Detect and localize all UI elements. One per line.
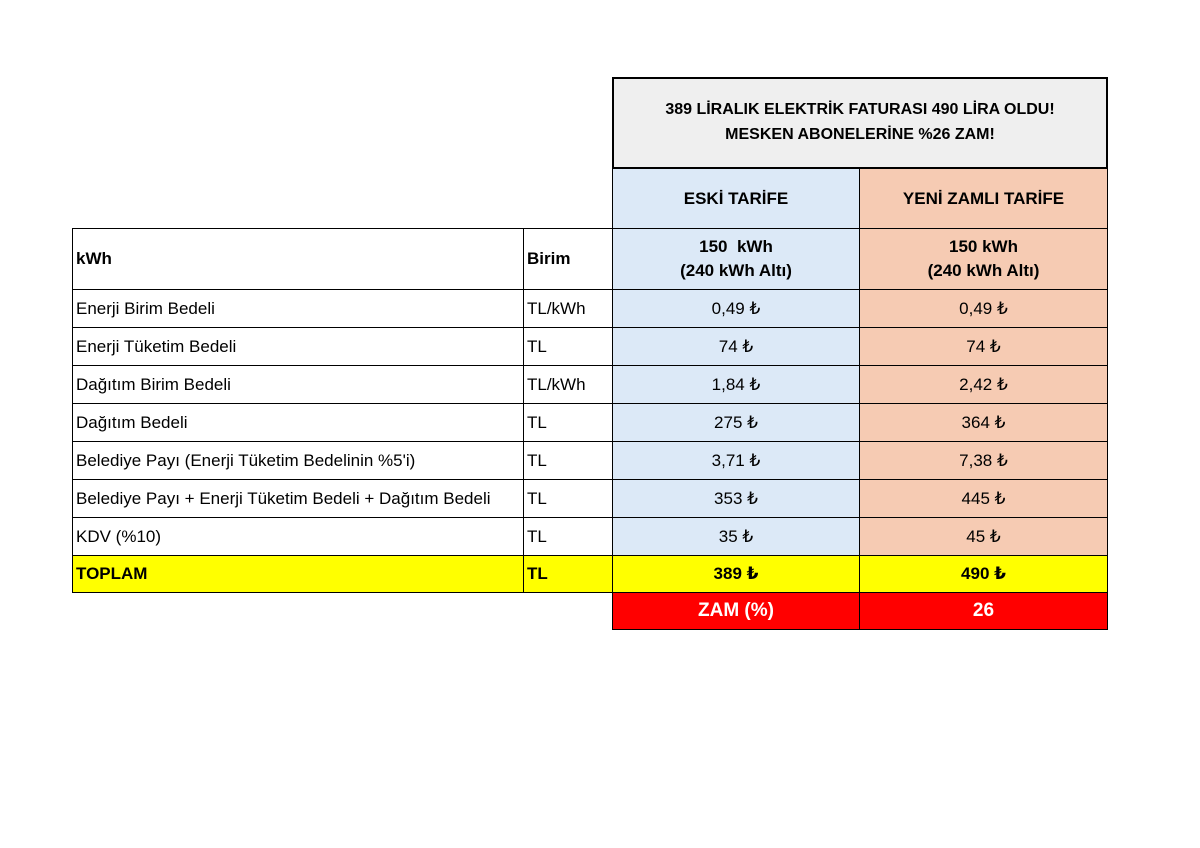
row-old-value: 74 ₺ (718, 336, 754, 356)
table-row-unit (523, 479, 613, 518)
row-unit: TL (527, 488, 547, 508)
table-row-unit (523, 327, 613, 366)
row-old-value: 1,84 ₺ (711, 374, 761, 394)
total-label-cell (72, 555, 524, 593)
column-header-old-tariff (612, 168, 860, 229)
header-new-line-1: 150 kWh (949, 237, 1018, 257)
table-row-new-value (859, 517, 1108, 556)
row-unit: TL (527, 450, 547, 470)
header-old-line-1: 150 kWh (699, 237, 773, 257)
total-old-cell (612, 555, 860, 593)
table-row-label (72, 289, 524, 328)
total-unit: TL (527, 564, 548, 584)
row-new-value: 445 ₺ (961, 488, 1006, 508)
table-title (612, 77, 1108, 169)
table-row-unit (523, 365, 613, 404)
column-header-new-tariff-label: YENİ ZAMLI TARİFE (902, 188, 1065, 208)
table-row-new-value (859, 479, 1108, 518)
table-row-label (72, 365, 524, 404)
row-old-value: 3,71 ₺ (711, 450, 761, 470)
row-new-value: 7,38 ₺ (959, 450, 1008, 470)
row-label: Enerji Birim Bedeli (76, 298, 215, 318)
total-new-cell (859, 555, 1108, 593)
table-row-new-value (859, 403, 1108, 442)
row-new-value: 2,42 ₺ (959, 374, 1008, 394)
title-line-2: MESKEN ABONELERİNE %26 ZAM! (725, 126, 995, 143)
row-new-value: 0,49 ₺ (959, 298, 1008, 318)
row-unit: TL (527, 336, 547, 356)
increase-label-cell (612, 592, 860, 630)
row-new-value: 45 ₺ (966, 526, 1001, 546)
row-new-value: 364 ₺ (961, 412, 1006, 432)
table-row-label (72, 403, 524, 442)
table-row-old-value (612, 441, 860, 480)
table-row-old-value (612, 365, 860, 404)
row-old-value: 35 ₺ (718, 526, 754, 546)
table-row-old-value (612, 289, 860, 328)
row-unit: TL/kWh (527, 298, 586, 318)
column-header-old-tariff-label: ESKİ TARİFE (683, 188, 789, 208)
total-unit-cell (523, 555, 613, 593)
table-row-label (72, 517, 524, 556)
column-header-new-tariff (859, 168, 1108, 229)
header-unit (523, 228, 613, 290)
table-row-unit (523, 289, 613, 328)
title-line-1: 389 LİRALIK ELEKTRİK FATURASI 490 LİRA OLDU! (665, 101, 1055, 119)
table-row-unit (523, 441, 613, 480)
row-label: Belediye Payı (Enerji Tüketim Bedelinin %5'i) (76, 450, 416, 470)
header-kwh-label: kWh (76, 249, 112, 269)
row-old-value: 275 ₺ (714, 412, 758, 432)
row-label: Dağıtım Bedeli (76, 412, 188, 432)
row-label: Belediye Payı + Enerji Tüketim Bedeli + Dağıtım Bedeli (76, 488, 491, 508)
increase-label: ZAM (%) (698, 599, 774, 621)
header-old-consumption (612, 228, 860, 290)
row-label: Enerji Tüketim Bedeli (76, 336, 237, 356)
total-old-value: 389 ₺ (713, 564, 759, 584)
total-label: TOPLAM (76, 564, 148, 584)
table-row-unit (523, 517, 613, 556)
row-unit: TL/kWh (527, 374, 586, 394)
row-unit: TL (527, 526, 547, 546)
table-row-label (72, 479, 524, 518)
table-row-old-value (612, 403, 860, 442)
header-kwh (72, 228, 524, 290)
table-row-new-value (859, 327, 1108, 366)
table-row-old-value (612, 327, 860, 366)
row-old-value: 353 ₺ (714, 488, 758, 508)
header-new-consumption (859, 228, 1108, 290)
row-new-value: 74 ₺ (966, 336, 1001, 356)
table-row-new-value (859, 365, 1108, 404)
increase-value: 26 (972, 599, 995, 621)
row-label: Dağıtım Birim Bedeli (76, 374, 231, 394)
row-unit: TL (527, 412, 547, 432)
table-row-new-value (859, 289, 1108, 328)
row-old-value: 0,49 ₺ (711, 298, 761, 318)
total-new-value: 490 ₺ (961, 564, 1006, 584)
row-label: KDV (%10) (76, 526, 162, 546)
header-old-line-2: (240 kWh Altı) (680, 261, 792, 280)
table-row-old-value (612, 479, 860, 518)
header-new-line-2: (240 kWh Altı) (927, 261, 1040, 280)
table-row-label (72, 441, 524, 480)
table-row-old-value (612, 517, 860, 556)
increase-value-cell (859, 592, 1108, 630)
table-row-new-value (859, 441, 1108, 480)
header-unit-label: Birim (527, 249, 571, 269)
table-row-label (72, 327, 524, 366)
table-row-unit (523, 403, 613, 442)
